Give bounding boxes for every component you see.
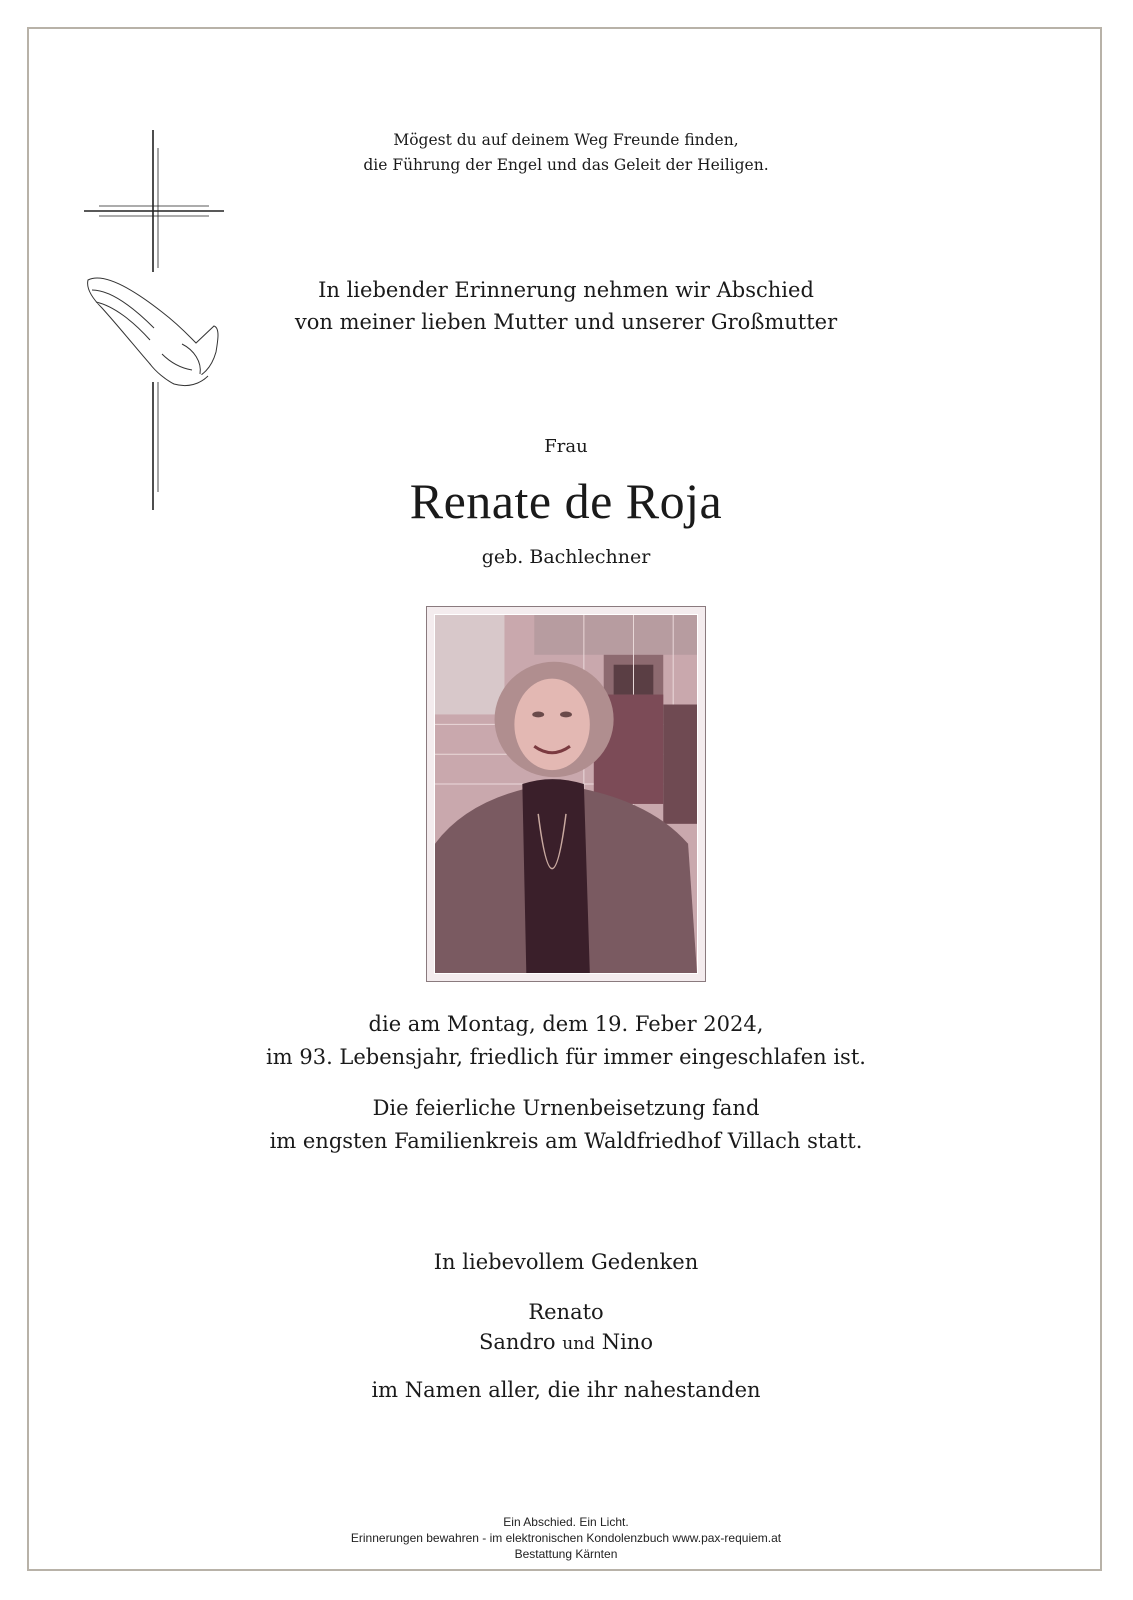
quote-line-2: die Führung der Engel und das Geleit der Heiligen.	[363, 156, 769, 174]
mourner-name-2a: Sandro	[479, 1330, 556, 1354]
mourner-conjunction: und	[562, 1334, 596, 1354]
portrait-photo-frame	[426, 606, 706, 982]
intro-line-1: In liebender Erinnerung nehmen wir Abschied	[318, 278, 814, 302]
death-line-2: im 93. Lebensjahr, friedlich für immer eingeschlafen ist.	[266, 1045, 866, 1069]
footer	[166, 1514, 966, 1562]
salutation: Frau	[544, 436, 588, 457]
mourner-name-1: Renato	[528, 1300, 604, 1324]
death-line-1: die am Montag, dem 19. Feber 2024,	[368, 1012, 764, 1036]
funeral-notice	[166, 1092, 966, 1158]
birth-name: geb. Bachlechner	[481, 546, 651, 568]
footer-line-2: Erinnerungen bewahren - im elektronischen Kondolenzbuch www.pax-requiem.at	[350, 1531, 782, 1545]
mourners-heading: In liebevollem Gedenken	[433, 1250, 699, 1274]
footer-line-3: Bestattung Kärnten	[514, 1547, 618, 1561]
portrait-photo	[434, 614, 698, 974]
mourner-name-2b: Nino	[601, 1330, 653, 1354]
funeral-line-1: Die feierliche Urnenbeisetzung fand	[372, 1096, 760, 1120]
mourner-names-2	[166, 1330, 966, 1354]
opening-quote	[166, 128, 966, 178]
funeral-line-2: im engsten Familienkreis am Waldfriedhof Villach statt.	[269, 1129, 863, 1153]
footer-line-1: Ein Abschied. Ein Licht.	[503, 1515, 629, 1529]
intro-line-2: von meiner lieben Mutter und unserer Großmutter	[294, 310, 838, 334]
deceased-name: Renate de Roja	[409, 473, 723, 529]
closing-line: im Namen aller, die ihr nahestanden	[371, 1378, 761, 1402]
intro-text	[166, 274, 966, 338]
quote-line-1: Mögest du auf deinem Weg Freunde finden,	[393, 131, 739, 149]
death-notice	[166, 1008, 966, 1074]
